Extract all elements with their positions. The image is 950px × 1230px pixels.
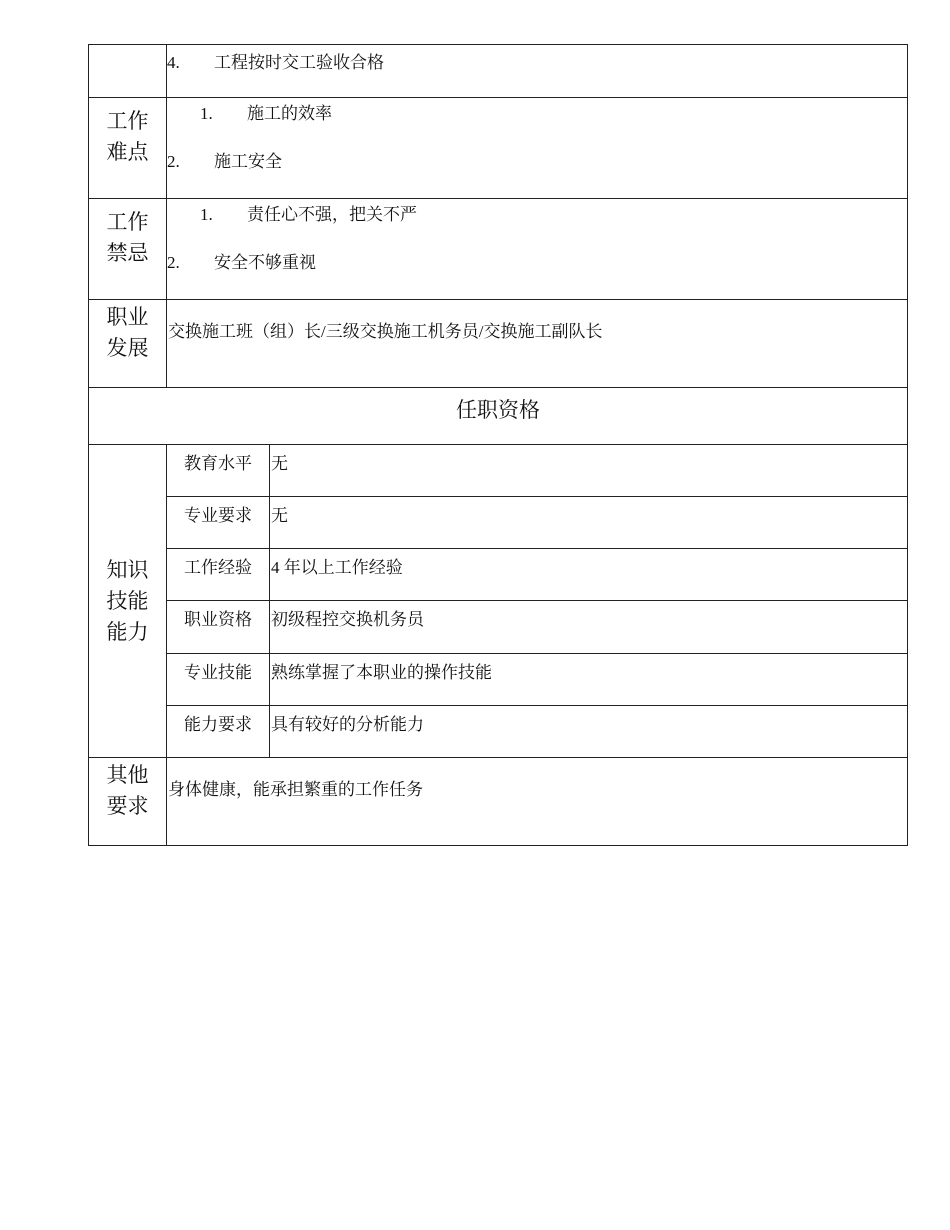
experience-value: 4 年以上工作经验 xyxy=(270,549,908,601)
career-label: 职业 发展 xyxy=(89,300,167,388)
career-row xyxy=(89,300,908,388)
acceptance-content-cell xyxy=(167,45,908,98)
education-label: 教育水平 xyxy=(167,445,270,497)
knowledge-label: 知识 技能 能力 xyxy=(89,445,167,758)
taboo-row xyxy=(89,199,908,300)
taboo-label: 工作 禁忌 xyxy=(89,199,167,300)
skill-label: 专业技能 xyxy=(167,654,270,706)
ability-label: 能力要求 xyxy=(167,706,270,758)
acceptance-label-cell xyxy=(89,45,167,98)
job-description-table xyxy=(88,44,908,846)
experience-label: 工作经验 xyxy=(167,549,270,601)
item-number: 4. xyxy=(167,53,180,72)
difficulty-label: 工作 难点 xyxy=(89,98,167,199)
knowledge-row xyxy=(89,654,908,706)
knowledge-row xyxy=(89,706,908,758)
certification-label: 职业资格 xyxy=(167,601,270,654)
list-item: 1. 责任心不强，把关不严 xyxy=(200,205,417,224)
career-text: 交换施工班（组）长/三级交换施工机务员/交换施工副队长 xyxy=(167,300,908,388)
other-label: 其他 要求 xyxy=(89,758,167,846)
knowledge-row xyxy=(89,601,908,654)
list-item xyxy=(167,49,907,97)
knowledge-row xyxy=(89,445,908,497)
major-value: 无 xyxy=(270,497,908,549)
major-label: 专业要求 xyxy=(167,497,270,549)
ability-value: 具有较好的分析能力 xyxy=(270,706,908,758)
list-item: 1. 施工的效率 xyxy=(200,104,332,123)
other-text: 身体健康，能承担繁重的工作任务 xyxy=(167,758,908,846)
other-row xyxy=(89,758,908,846)
education-value: 无 xyxy=(270,445,908,497)
list-item: 2. 安全不够重视 xyxy=(167,253,316,272)
item-text: 工程按时交工验收合格 xyxy=(214,53,384,72)
knowledge-row xyxy=(89,497,908,549)
skill-value: 熟练掌握了本职业的操作技能 xyxy=(270,654,908,706)
list-item: 2. 施工安全 xyxy=(167,152,282,171)
certification-value: 初级程控交换机务员 xyxy=(270,601,908,654)
taboo-content xyxy=(167,199,908,300)
acceptance-row xyxy=(89,45,908,98)
difficulty-content xyxy=(167,98,908,199)
difficulty-row xyxy=(89,98,908,199)
knowledge-row xyxy=(89,549,908,601)
qualification-header-row xyxy=(89,388,908,445)
job-description-sheet xyxy=(88,44,907,846)
qualification-header: 任职资格 xyxy=(89,388,908,445)
